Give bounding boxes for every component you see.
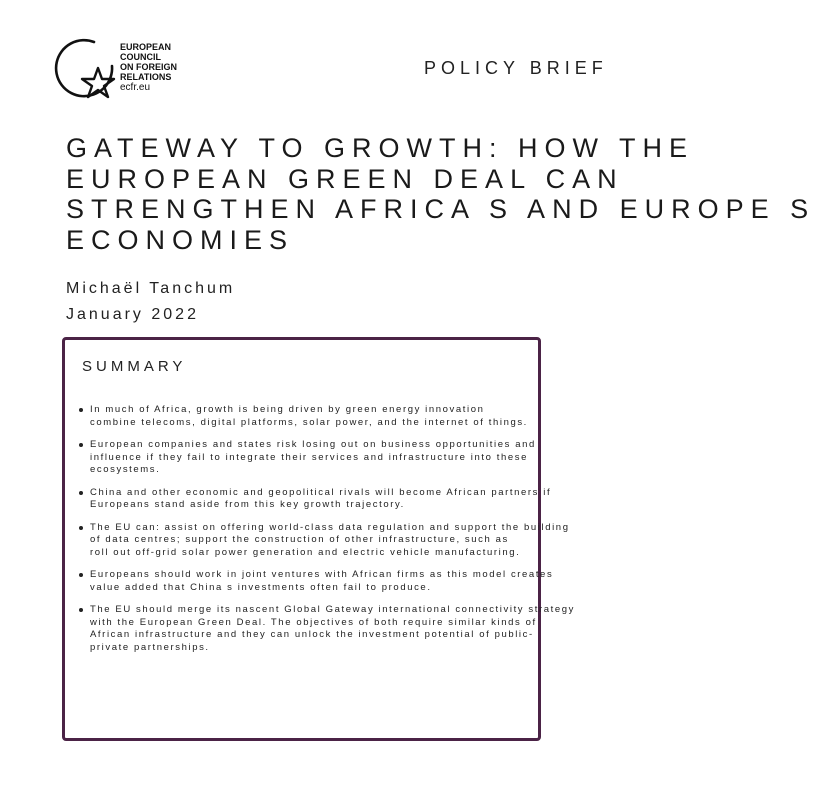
title-line: GATEWAY TO GROWTH: HOW THE bbox=[66, 133, 695, 163]
summary-bullet-list bbox=[78, 404, 678, 664]
bullet-line: roll out off-grid solar power generation and electric vehicle manufacturing. bbox=[90, 546, 521, 558]
title-line: STRENGTHEN AFRICA S AND EUROPE S bbox=[66, 194, 815, 224]
bullet-line: Europeans stand aside from this key growth trajectory. bbox=[90, 499, 405, 510]
bullet-line: Europeans should work in joint ventures with African firms as this model creates bbox=[90, 569, 554, 580]
bullet-line: European companies and states risk losing out on business opportunities and bbox=[90, 439, 536, 450]
page-title bbox=[66, 133, 815, 255]
bullet-line: combine telecoms, digital platforms, solar power, and the internet of things. bbox=[90, 416, 528, 428]
logo-line: EUROPEAN bbox=[120, 42, 172, 52]
bullet-line: African infrastructure and they can unlock the investment potential of public- bbox=[90, 629, 534, 640]
summary-bullet bbox=[78, 522, 678, 560]
logo-wordmark bbox=[120, 42, 177, 93]
logo-url: ecfr.eu bbox=[120, 82, 151, 93]
bullet-line: China and other economic and geopolitical rivals will become African partners if bbox=[90, 486, 552, 498]
bullet-line: private partnerships. bbox=[90, 641, 210, 653]
bullet-line: In much of Africa, growth is being driven by green energy innovation bbox=[90, 404, 485, 415]
bullet-line: The EU should merge its nascent Global Gateway international connectivity strategy bbox=[90, 604, 575, 615]
bullet-line: influence if they fail to integrate their services and infrastructure into these bbox=[90, 451, 528, 463]
summary-bullet bbox=[78, 569, 678, 594]
summary-bullet bbox=[78, 439, 678, 477]
summary-bullet bbox=[78, 604, 678, 654]
author-name: Michaël Tanchum bbox=[66, 280, 236, 297]
ecfr-logo bbox=[54, 36, 204, 106]
title-line: EUROPEAN GREEN DEAL CAN bbox=[66, 163, 624, 194]
bullet-line: with the European Green Deal. The objectives of both require similar kinds of bbox=[90, 616, 537, 628]
logo-line: ON FOREIGN bbox=[120, 62, 178, 72]
summary-bullet bbox=[78, 404, 678, 429]
bullet-line: The EU can: assist on offering world-class data regulation and support the building bbox=[90, 521, 570, 533]
summary-heading: SUMMARY bbox=[82, 358, 187, 375]
bullet-line: of data centres; support the construction of other infrastructure, such as bbox=[90, 534, 509, 545]
document-type-label: POLICY BRIEF bbox=[424, 58, 608, 78]
logo-line: RELATIONS bbox=[120, 72, 172, 82]
publication-date: January 2022 bbox=[66, 306, 199, 323]
title-line: ECONOMIES bbox=[66, 224, 295, 255]
summary-bullet bbox=[78, 487, 678, 512]
star-circle-icon bbox=[54, 36, 120, 98]
bullet-line: value added that China s investments often fail to produce. bbox=[90, 581, 432, 593]
bullet-line: ecosystems. bbox=[90, 464, 161, 475]
logo-line: COUNCIL bbox=[120, 52, 161, 62]
